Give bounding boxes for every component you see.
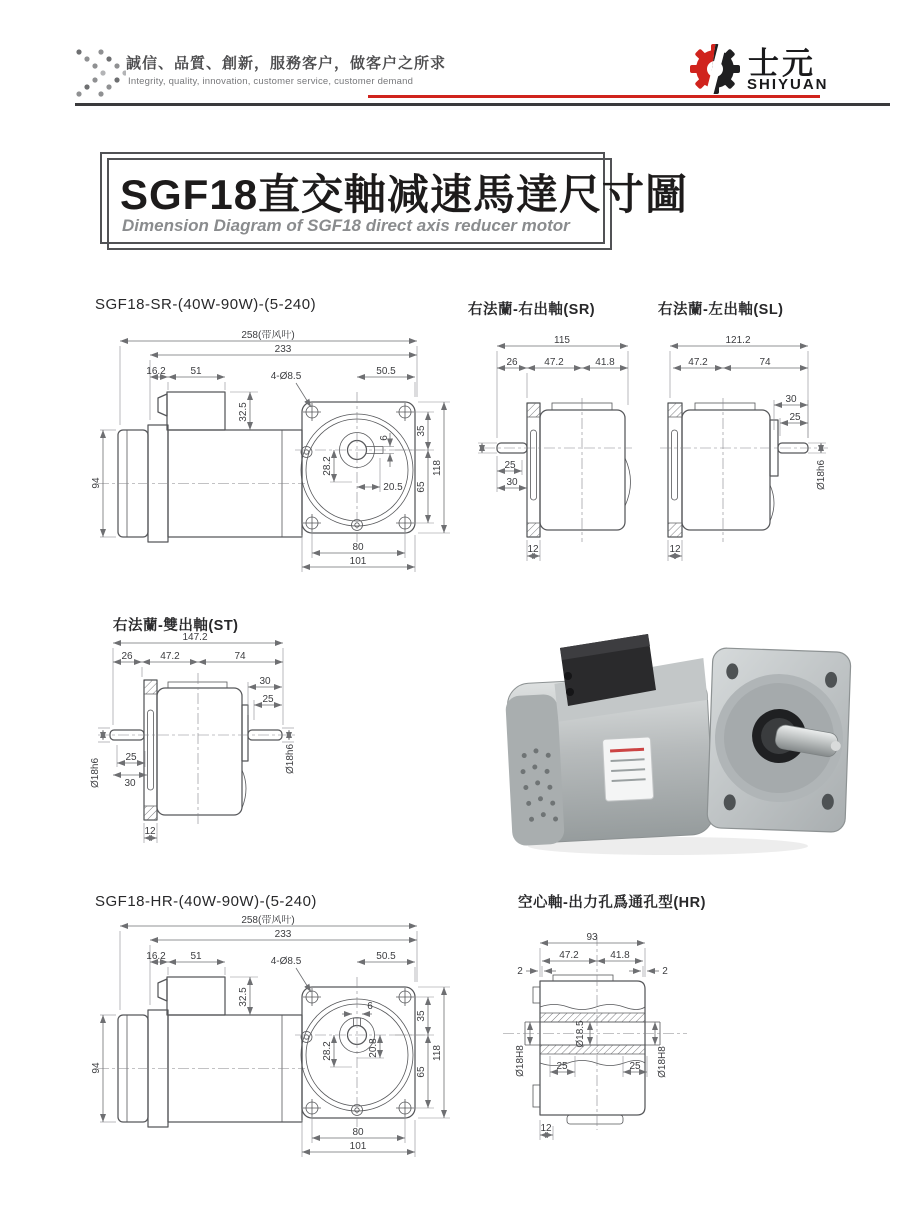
dim-label: 233 (274, 929, 292, 940)
drawing-hrv (495, 915, 795, 1195)
dots-chevron-logo (74, 44, 126, 102)
dim-label: 26 (121, 651, 133, 662)
dim-label: 20.8 (368, 1038, 379, 1058)
output-flange (707, 648, 851, 833)
gear-logo (686, 40, 744, 98)
dim-label: 80 (352, 1127, 364, 1138)
sr-side-view (98, 392, 305, 542)
dim-label: 25 (125, 752, 137, 763)
header-slogan-zh: 誠信、品質、創新，服務客户，做客户之所求 (126, 55, 447, 72)
section-label-slv: 右法蘭-左出軸(SL) (658, 302, 784, 318)
dim-label: 101 (349, 1141, 367, 1152)
header-rule-black (75, 103, 890, 106)
dim-label: 25 (262, 694, 274, 705)
dim-label: 50.5 (376, 951, 396, 962)
dim-label: 65 (416, 1066, 427, 1078)
drawing-slv (650, 330, 900, 592)
page-subtitle: Dimension Diagram of SGF18 direct axis reducer motor (122, 216, 570, 235)
dim-label: 25 (629, 1061, 641, 1072)
dim-label: 35 (416, 425, 427, 437)
drawing-sr-main (90, 330, 462, 592)
stv-dimensions (90, 632, 296, 843)
brand-name-zh: 士元 (748, 46, 816, 81)
dim-label: 4-Ø8.5 (270, 956, 302, 967)
slv-body (660, 398, 828, 542)
dim-label: 233 (274, 344, 292, 355)
dim-label: 94 (91, 1062, 102, 1074)
header-rule-red (368, 95, 820, 98)
dim-label: 6 (379, 435, 390, 441)
dim-label: 16.2 (146, 951, 166, 962)
drawing-srv (460, 330, 650, 592)
section-label-stv: 右法蘭-雙出軸(ST) (113, 618, 239, 634)
dim-label: 121.2 (725, 335, 751, 346)
dim-label: 30 (259, 676, 271, 687)
dim-label: 51 (190, 366, 202, 377)
section-label-hrv: 空心軸-出力孔爲通孔型(HR) (518, 895, 706, 911)
dim-label: 26 (506, 357, 518, 368)
dim-label: 32.5 (238, 402, 249, 422)
header-slogan-en: Integrity, quality, innovation, customer service, customer demand (128, 76, 414, 87)
drawing-stv (90, 615, 390, 865)
dim-label: 50.5 (376, 366, 396, 377)
dim-label: 47.2 (160, 651, 180, 662)
dim-label: 118 (432, 460, 443, 476)
title-block (100, 150, 689, 254)
dim-label: 28.2 (322, 1041, 333, 1061)
hrv-body (503, 935, 687, 1130)
section-label-hr: SGF18-HR-(40W-90W)-(5-240) (95, 893, 317, 910)
hr-side-view (98, 977, 305, 1127)
dim-label: 2 (517, 966, 523, 977)
dim-label: 12 (540, 1123, 552, 1134)
dim-label: 12 (527, 544, 539, 555)
dim-label: 47.2 (688, 357, 708, 368)
dim-label: 32.5 (238, 987, 249, 1007)
dim-label: 118 (432, 1045, 443, 1061)
dim-label: 147.2 (182, 632, 208, 643)
dim-label: 4-Ø8.5 (270, 371, 302, 382)
sr-flange-view (295, 392, 425, 542)
drawing-hr-main (90, 915, 462, 1177)
dim-label: Ø18H8 (657, 1046, 668, 1078)
dim-label: 74 (759, 357, 771, 368)
sr-dimensions (91, 330, 450, 572)
dim-label: 12 (669, 544, 681, 555)
dim-label: 16.2 (146, 366, 166, 377)
dim-label: 25 (789, 412, 801, 423)
dim-label: 30 (785, 394, 797, 405)
dim-label: 6 (367, 1001, 373, 1012)
dim-label: 41.8 (595, 357, 615, 368)
product-photo (498, 618, 853, 863)
dim-label: 94 (91, 477, 102, 489)
dim-label: 30 (506, 477, 518, 488)
dim-label: 30 (124, 778, 136, 789)
dim-label: 115 (554, 335, 570, 346)
dim-label: 74 (234, 651, 246, 662)
dim-label: Ø18h6 (90, 757, 101, 789)
dim-label: 2 (662, 966, 668, 977)
hr-flange-view (295, 977, 425, 1127)
dim-label: Ø18h6 (285, 743, 296, 775)
dim-label: 25 (556, 1061, 568, 1072)
dim-label: 258(带风叶) (241, 915, 295, 926)
dim-label: 80 (352, 542, 364, 553)
dim-label: 41.8 (610, 950, 630, 961)
hr-dimensions (91, 915, 450, 1157)
dim-label: 20.5 (383, 482, 403, 493)
dim-label: Ø18.5 (575, 1020, 586, 1048)
dim-label: 12 (144, 826, 156, 837)
page-title: SGF18直交軸减速馬達尺寸圖 (120, 171, 689, 218)
dim-label: 47.2 (544, 357, 564, 368)
dim-label: 25 (504, 460, 516, 471)
brand-name-en: SHIYUAN (747, 76, 829, 93)
dim-label: 51 (190, 951, 202, 962)
dim-label: 93 (586, 932, 598, 943)
dim-label: 258(带风叶) (241, 330, 295, 341)
dim-label: 35 (416, 1010, 427, 1022)
dim-label: 47.2 (559, 950, 579, 961)
dim-label: 101 (349, 556, 367, 567)
section-label-sr: SGF18-SR-(40W-90W)-(5-240) (95, 296, 317, 313)
dim-label: Ø18H8 (515, 1045, 526, 1077)
dim-label: 65 (416, 481, 427, 493)
section-label-srv: 右法蘭-右出軸(SR) (468, 302, 596, 318)
dim-label: 28.2 (322, 456, 333, 476)
dim-label: Ø18h6 (816, 459, 827, 491)
